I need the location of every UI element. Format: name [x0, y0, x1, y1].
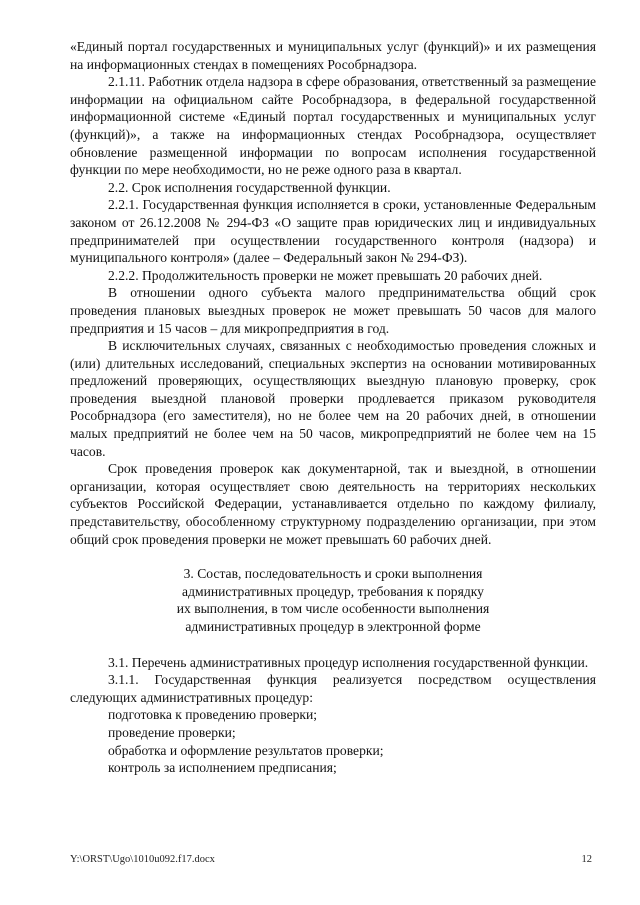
- section-heading-line: 3. Состав, последовательность и сроки выполнения: [183, 566, 483, 582]
- section-heading-line: их выполнения, в том числе особенности выполнения: [176, 601, 490, 617]
- section-heading-line: административных процедур в электронной форме: [185, 619, 481, 634]
- paragraph-3-1: 3.1. Перечень административных процедур исполнения государственной функции.: [108, 654, 589, 670]
- procedure-list-item: подготовка к проведению проверки;: [108, 707, 318, 723]
- paragraph-3-1-1: 3.1.1. Государственная функция реализуется посредством осуществления следующих административных процедур:: [70, 672, 596, 705]
- procedure-list-item: контроль за исполнением предписания;: [108, 760, 337, 776]
- paragraph-2-2-2: 2.2.2. Продолжительность проверки не может превышать 20 рабочих дней.: [108, 267, 543, 283]
- paragraph-2-2-1: 2.2.1. Государственная функция исполняется в сроки, установленные Федеральным законом от 26.12.2008 № 294-ФЗ «О защите прав юридических лиц и индивидуальных предпринимателей при осуществлении государственного контроля (надзора) и муниципального контроля» (далее – Федеральный закон № 294-ФЗ).: [70, 197, 596, 266]
- footer-file-path: Y:\ORST\Ugo\1010u092.f17.docx: [70, 854, 215, 865]
- section-heading-line: административных процедур, требования к порядку: [182, 583, 484, 599]
- paragraph-small-business: В отношении одного субъекта малого предпринимательства общий срок проведения плановых выездных проверок не может превышать 50 часов для малого предприятия и 15 часов – для микропредприятия в год.: [70, 285, 596, 336]
- section-3-heading: [70, 565, 596, 635]
- paragraph-exceptional-cases: В исключительных случаях, связанных с необходимостью проведения сложных и (или) длительных исследований, специальных экспертиз на основании мотивированных предложений проверяющих, осуществляющих выездную плановую проверку, срок проведения выездной плановой проверки продлевается приказом руководителя Рособрнадзора (его заместителя), но не более чем на 20 рабочих дней, в отношении малых предприятий не более чем на 50 часов, микропредприятий не более чем на 15 часов.: [70, 338, 596, 459]
- paragraph-2-1-11: 2.1.11. Работник отдела надзора в сфере образования, ответственный за размещение информации на официальном сайте Рособрнадзора, в федеральной государственной информационной системе «Единый портал государственных и муниципальных услуг (функций)», а также на информационных стендах Рособрнадзора, осуществляет обновление размещенной информации по вопросам исполнения государственной функции по мере необходимости, но не реже одного раза в квартал.: [70, 74, 597, 178]
- paragraph-multi-region: Срок проведения проверок как документарной, так и выездной, в отношении организации, которая осуществляет свою деятельность на территориях нескольких субъектов Российской Федерации, устанавливается отдельно по каждому филиалу, представительству, обособленному структурному подразделению организации, при этом общий срок проведения проверки не может превышать 60 рабочих дней.: [70, 461, 596, 547]
- document-page: [70, 38, 596, 777]
- footer-page-number: 12: [581, 854, 592, 865]
- paragraph-continuation: «Единый портал государственных и муниципальных услуг (функций)» и их размещения на информационных стендах в помещениях Рособрнадзора.: [70, 39, 596, 72]
- procedure-list-item: проведение проверки;: [108, 724, 236, 740]
- procedure-list-item: обработка и оформление результатов проверки;: [108, 742, 384, 758]
- paragraph-2-2: 2.2. Срок исполнения государственной функции.: [108, 179, 391, 195]
